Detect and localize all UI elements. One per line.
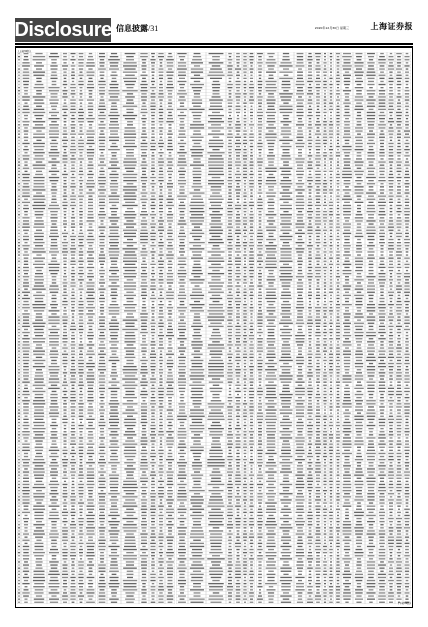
table-block-3 (176, 52, 255, 604)
section-title (116, 23, 158, 34)
table-block-5 (335, 52, 411, 604)
continued-to-label: (下转32版) (398, 602, 411, 605)
table-grid (176, 52, 255, 604)
dateline: 2020年12月30日 星期三 (314, 26, 349, 30)
brand-banner (15, 18, 111, 42)
masthead-rule (15, 43, 413, 45)
brand-title: Disclosure (14, 19, 112, 41)
table-grid (335, 52, 411, 604)
table-grid (256, 52, 334, 604)
table-block-1 (17, 52, 96, 604)
table-grid (17, 52, 96, 604)
masthead (15, 18, 413, 44)
paper-name: 上海证券报 (370, 21, 413, 31)
table-block-2 (97, 52, 175, 604)
page-number: /31 (148, 24, 159, 33)
section-name: 信息披露 (116, 23, 148, 33)
table-block-4 (256, 52, 334, 604)
table-grid (97, 52, 175, 604)
continued-from-label: (上接30版) (18, 50, 31, 53)
